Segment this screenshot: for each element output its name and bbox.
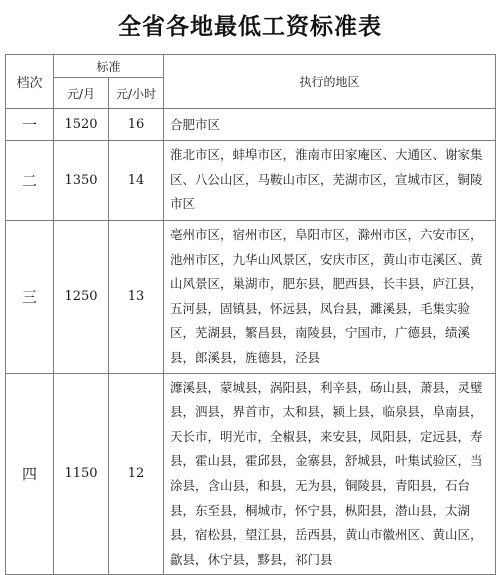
header-hourly: 元/小时 — [109, 78, 164, 109]
table-row — [6, 109, 496, 141]
table-row — [6, 141, 496, 221]
header-tier: 档次 — [6, 55, 54, 109]
monthly-wage-cell: 1350 — [54, 141, 109, 221]
hourly-wage-cell: 14 — [109, 141, 164, 221]
monthly-wage-cell: 1150 — [54, 373, 109, 575]
tier-cell: 一 — [6, 109, 54, 141]
header-monthly: 元/月 — [54, 78, 109, 109]
table-header-row-1 — [6, 55, 496, 78]
tier-cell: 三 — [6, 221, 54, 374]
hourly-wage-cell: 13 — [109, 221, 164, 374]
monthly-wage-cell: 1250 — [54, 221, 109, 374]
tier-cell: 四 — [6, 373, 54, 575]
monthly-wage-cell: 1520 — [54, 109, 109, 141]
table-row — [6, 221, 496, 374]
regions-cell: 亳州市区，宿州市区，阜阳市区，滁州市区，六安市区，池州市区，九华山风景区，安庆市区，黄山市屯溪区、黄山风景区，巢湖市，肥东县，肥西县，长丰县，庐江县，五河县，固镇县，怀远县，凤台县，濉溪县，毛集实验区，芜湖县，繁昌县，南陵县，宁国市，广德县，绩溪县，郎溪县，旌德县，泾县 — [164, 221, 496, 374]
hourly-wage-cell: 16 — [109, 109, 164, 141]
regions-cell: 淮北市区，蚌埠市区，淮南市田家庵区、大通区、谢家集区、八公山区，马鞍山市区，芜湖市区，宣城市区，铜陵市区 — [164, 141, 496, 221]
header-standard: 标准 — [54, 55, 164, 78]
table-row — [6, 373, 496, 575]
document-title: 全省各地最低工资标准表 — [118, 14, 382, 40]
tier-cell: 二 — [6, 141, 54, 221]
regions-cell: 合肥市区 — [164, 109, 496, 141]
header-regions: 执行的地区 — [164, 55, 496, 109]
hourly-wage-cell: 12 — [109, 373, 164, 575]
regions-cell: 灖溪县，蒙城县，涡阳县，利辛县，砀山县，萧县，灵璧县，泗县，界首市，太和县，颍上县，临泉县，阜南县，天长市，明光市，全椒县，来安县，凤阳县，定远县，寿县，霍山县，霍邱县，金寨县，舒城县，叶集试验区，当涂县，含山县，和县，无为县，铜陵县，青阳县，石台县，东至县，桐城市，怀宁县，枞阳县，潜山县，太湖县，宿松县，望江县，岳西县，黄山市徽州区、黄山区，歙县，休宁县，黟县，祁门县 — [164, 373, 496, 575]
minimum-wage-table — [5, 54, 496, 575]
